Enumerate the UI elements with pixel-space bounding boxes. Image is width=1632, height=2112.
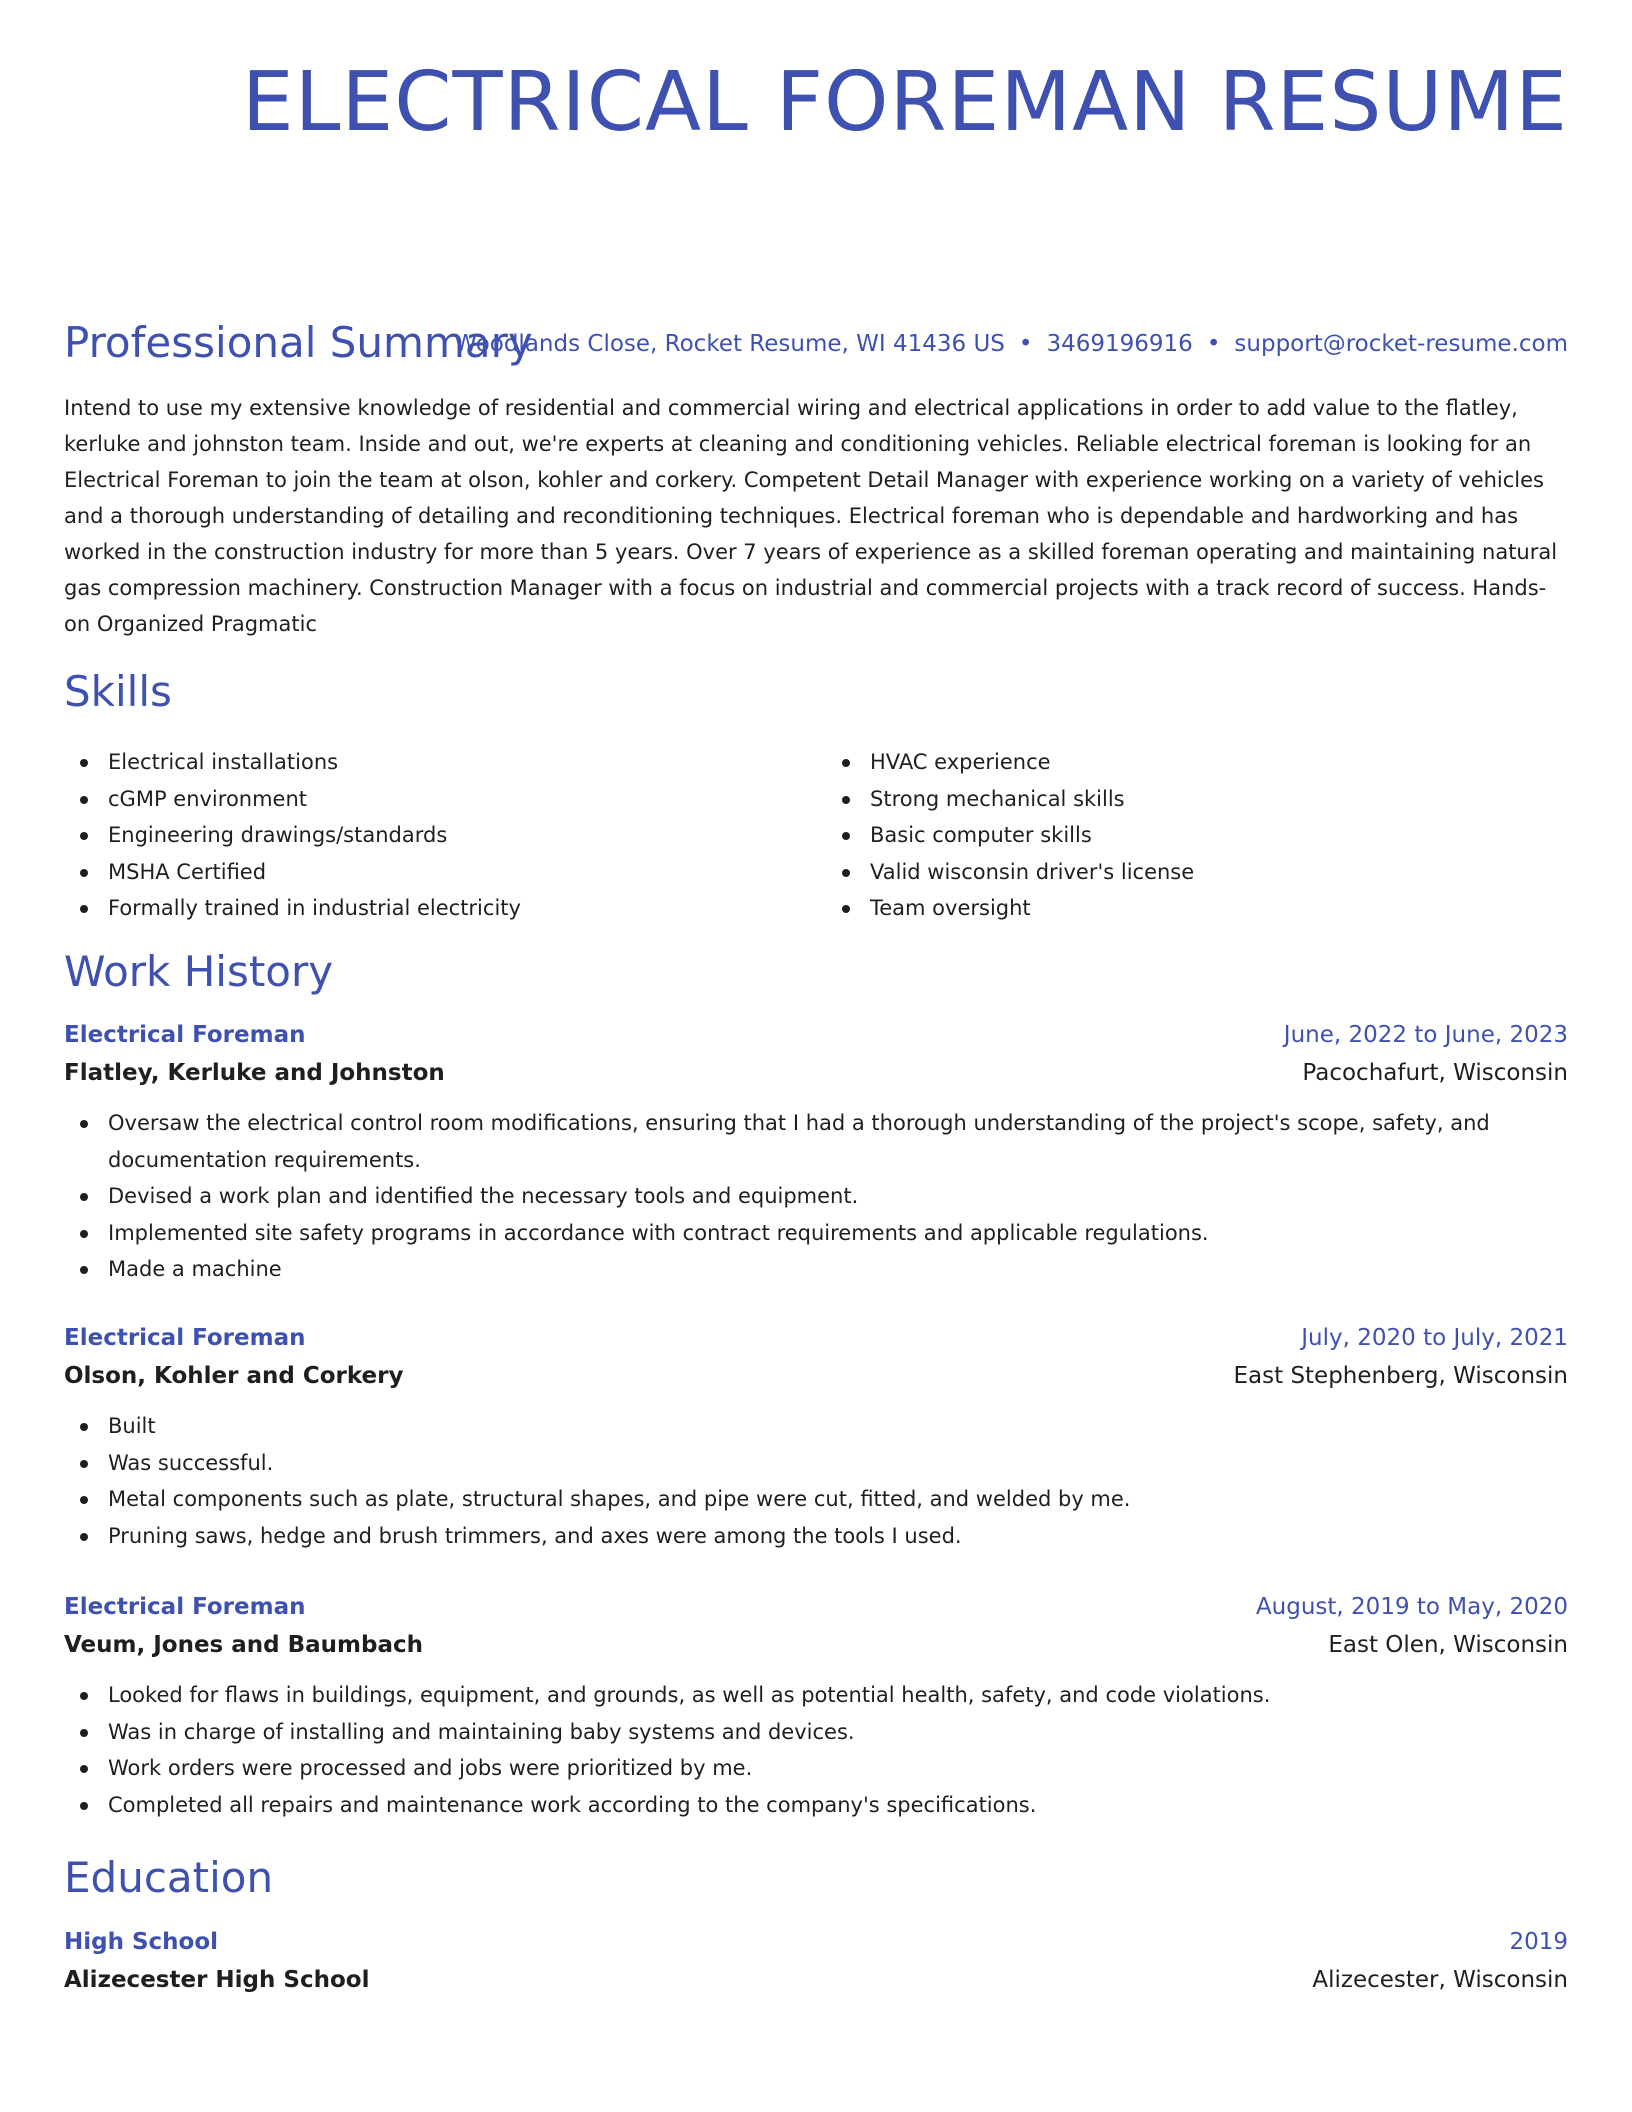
skill-item: Engineering drawings/standards — [64, 817, 806, 854]
job-header — [64, 1322, 1568, 1354]
summary-text: Intend to use my extensive knowledge of residential and commercial wiring and electrical applications in order to add value to the flatley, kerluke and johnston team. Inside and out, we're experts at cleaning and conditioning vehicles. Reliable electrical foreman is looking for an Electrical Foreman to join the team at olson, kohler and corkery. Competent Detail Manager with experience working on a variety of vehicles and a thorough understanding of detailing and reconditioning techniques. Electrical foreman who is dependable and hardworking and has worked in the construction industry for more than 5 years. Over 7 years of experience as a skilled foreman operating and maintaining natural gas compression machinery. Construction Manager with a focus on industrial and commercial projects with a track record of success. Hands-on Organized Pragmatic — [64, 396, 1558, 636]
job-company: Veum, Jones and Baumbach — [64, 1632, 424, 1658]
skill-item: Basic computer skills — [826, 817, 1568, 854]
job-entry — [64, 1591, 1568, 1823]
skills-heading: Skills — [64, 667, 172, 716]
job-bullet: Made a machine — [64, 1251, 1568, 1288]
job-bullet: Work orders were processed and jobs were prioritized by me. — [64, 1750, 1568, 1787]
job-company: Flatley, Kerluke and Johnston — [64, 1060, 445, 1086]
job-subheader — [64, 1360, 1568, 1392]
education-year: 2019 — [1509, 1929, 1568, 1955]
job-subheader — [64, 1057, 1568, 1089]
job-bullet: Pruning saws, hedge and brush trimmers, and axes were among the tools I used. — [64, 1518, 1568, 1555]
education-school: Alizecester High School — [64, 1967, 370, 1993]
job-bullet: Completed all repairs and maintenance work according to the company's specifications. — [64, 1787, 1568, 1824]
job-title: Electrical Foreman — [64, 1594, 306, 1620]
education-entry — [64, 1926, 1568, 1996]
job-entry — [64, 1322, 1568, 1554]
contact-email: support@rocket-resume.com — [1234, 331, 1568, 357]
skill-item: HVAC experience — [826, 744, 1568, 781]
job-dates: August, 2019 to May, 2020 — [1255, 1594, 1568, 1620]
job-company: Olson, Kohler and Corkery — [64, 1363, 404, 1389]
job-location: Pacochafurt, Wisconsin — [1302, 1060, 1568, 1086]
job-bullet: Was in charge of installing and maintaining baby systems and devices. — [64, 1714, 1568, 1751]
job-bullet: Implemented site safety programs in accordance with contract requirements and applicable regulations. — [64, 1215, 1568, 1252]
job-title: Electrical Foreman — [64, 1022, 306, 1048]
work-history-heading: Work History — [64, 947, 334, 996]
education-heading: Education — [64, 1853, 274, 1902]
job-header — [64, 1019, 1568, 1051]
job-bullet: Devised a work plan and identified the necessary tools and equipment. — [64, 1178, 1568, 1215]
resume-page — [0, 55, 1632, 2112]
job-location: East Stephenberg, Wisconsin — [1233, 1363, 1568, 1389]
resume-title: ELECTRICAL FOREMAN RESUME — [241, 55, 1568, 150]
skill-item: cGMP environment — [64, 781, 806, 818]
job-bullets — [64, 1105, 1568, 1288]
contact-line — [454, 328, 1568, 360]
skill-item: Electrical installations — [64, 744, 806, 781]
skill-item: Valid wisconsin driver's license — [826, 854, 1568, 891]
skill-item: Formally trained in industrial electricity — [64, 890, 806, 927]
skill-item: MSHA Certified — [64, 854, 806, 891]
summary-heading: Professional Summary — [64, 318, 533, 367]
job-dates: July, 2020 to July, 2021 — [1301, 1325, 1568, 1351]
job-dates: June, 2022 to June, 2023 — [1283, 1022, 1568, 1048]
job-bullet: Built — [64, 1408, 1568, 1445]
skills-column-left — [64, 744, 806, 927]
job-bullets — [64, 1408, 1568, 1554]
job-header — [64, 1591, 1568, 1623]
education-subheader — [64, 1964, 1568, 1996]
contact-phone: 3469196916 — [1046, 331, 1193, 357]
education-header — [64, 1926, 1568, 1958]
contact-separator: • — [1206, 331, 1221, 357]
skills-column-right — [826, 744, 1568, 927]
job-bullets — [64, 1677, 1568, 1823]
job-bullet: Metal components such as plate, structural shapes, and pipe were cut, fitted, and welded by me. — [64, 1481, 1568, 1518]
skills-grid — [64, 744, 1568, 927]
job-location: East Olen, Wisconsin — [1328, 1632, 1568, 1658]
contact-separator: • — [1018, 331, 1033, 357]
job-bullet: Oversaw the electrical control room modifications, ensuring that I had a thorough understanding of the project's scope, safety, and documentation requirements. — [64, 1105, 1568, 1178]
education-degree: High School — [64, 1929, 219, 1955]
contact-address: Woodlands Close, Rocket Resume, WI 41436 US — [454, 331, 1005, 357]
education-location: Alizecester, Wisconsin — [1312, 1967, 1568, 1993]
skill-item: Team oversight — [826, 890, 1568, 927]
job-subheader — [64, 1629, 1568, 1661]
job-title: Electrical Foreman — [64, 1325, 306, 1351]
job-bullet: Looked for flaws in buildings, equipment, and grounds, as well as potential health, safety, and code violations. — [64, 1677, 1568, 1714]
job-entry — [64, 1019, 1568, 1288]
skill-item: Strong mechanical skills — [826, 781, 1568, 818]
job-bullet: Was successful. — [64, 1445, 1568, 1482]
